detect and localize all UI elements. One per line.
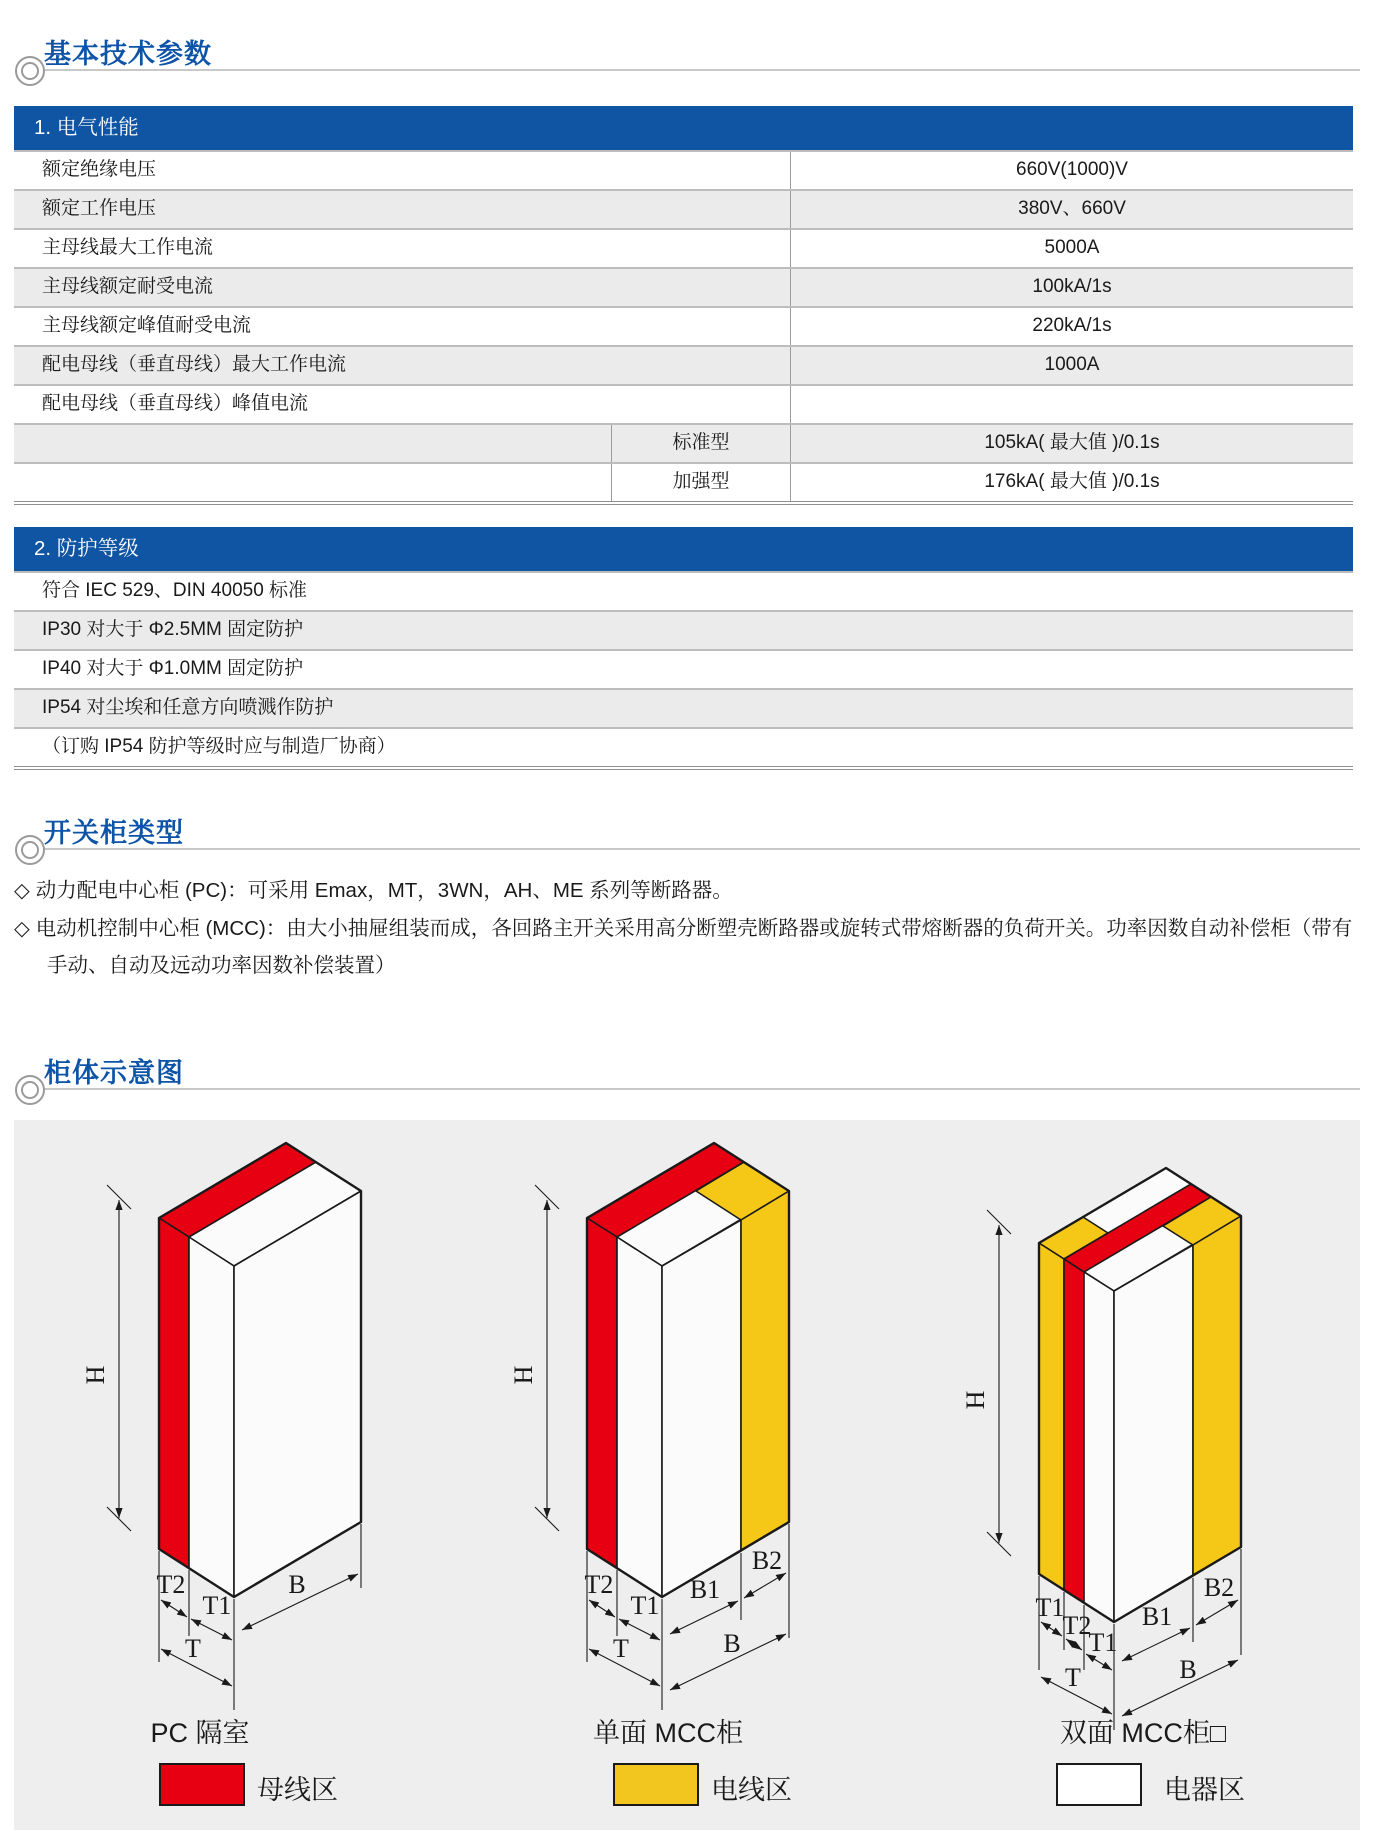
apparatus-zone-swatch [1056, 1763, 1142, 1806]
single-mcc-cabinet-diagram [448, 1130, 808, 1730]
dim-label-b2: B2 [751, 1546, 783, 1575]
table-row [14, 649, 1353, 688]
ring-decoration-icon [15, 835, 45, 865]
double-mcc-cabinet-diagram [900, 1130, 1260, 1750]
electrical-performance-table [14, 106, 1353, 505]
table-row [14, 384, 1353, 423]
row-label: IP30 对大于 Φ2.5MM 固定防护 [42, 619, 304, 640]
dim-label-b1: B1 [1141, 1602, 1173, 1631]
table-subrow-standard [14, 423, 1353, 462]
table-row [14, 727, 1353, 766]
legend-label: 母线区 [257, 1775, 338, 1805]
divider-line [43, 848, 1360, 850]
section-header-schematic [0, 1051, 1373, 1115]
paragraph-text: 动力配电中心柜 (PC)：可采用 Emax，MT，3WN，AH、ME 系列等断路器。 [35, 879, 733, 902]
table-header-protection: 2. 防护等级 [14, 527, 1353, 571]
busbar-zone-swatch [159, 1763, 245, 1806]
dim-label-h: H [961, 1390, 990, 1410]
legend-apparatus-zone [1056, 1763, 1316, 1806]
dim-label-t2: T2 [1062, 1611, 1092, 1640]
dim-label-t1: T1 [202, 1591, 232, 1620]
row-label: 主母线额定峰值耐受电流 [42, 315, 252, 336]
dim-label-t: T [613, 1634, 629, 1663]
wire-zone-swatch [613, 1763, 699, 1806]
row-label: 额定工作电压 [42, 198, 157, 219]
dim-label-b: B [1179, 1655, 1197, 1684]
cabinet-caption-single-mcc: 单面 MCC柜 [593, 1718, 743, 1748]
dim-label-t1: T1 [630, 1591, 660, 1620]
row-value: 220kA/1s [790, 308, 1353, 345]
cabinet-caption-double-mcc: 双面 MCC柜□ [1059, 1718, 1227, 1748]
legend-wire-zone [613, 1763, 873, 1806]
row-value: 660V(1000)V [790, 152, 1353, 189]
section-title: 开关柜类型 [44, 818, 184, 848]
row-label: 配电母线（垂直母线）峰值电流 [42, 393, 309, 414]
row-label: 符合 IEC 529、DIN 40050 标准 [42, 580, 308, 601]
legend-busbar-zone [159, 1763, 419, 1806]
pc-cabinet-diagram [20, 1130, 380, 1730]
table-row [14, 688, 1353, 727]
ring-decoration-icon [15, 56, 45, 86]
legend-label: 电器区 [1164, 1775, 1245, 1805]
dim-label-b: B [288, 1570, 306, 1599]
dim-label-t1-front: T1 [1088, 1628, 1118, 1657]
cabinet-caption-pc: PC 隔室 [150, 1718, 250, 1748]
empty-cell [14, 425, 611, 462]
subrow-type: 标准型 [611, 425, 790, 462]
row-label: IP54 对尘埃和任意方向喷溅作防护 [42, 697, 334, 718]
row-label: 配电母线（垂直母线）最大工作电流 [42, 354, 347, 375]
row-value: 380V、660V [790, 191, 1353, 228]
subrow-type: 加强型 [611, 464, 790, 501]
ring-decoration-icon [15, 1075, 45, 1105]
dim-label-t2: T2 [156, 1570, 186, 1599]
table-row [14, 306, 1353, 345]
row-label: 主母线最大工作电流 [42, 237, 214, 258]
list-item [14, 910, 1359, 985]
row-label: （订购 IP54 防护等级时应与制造厂协商） [42, 736, 396, 757]
section-header-cabinet-types [0, 811, 1373, 875]
table-row [14, 571, 1353, 610]
dim-label-b1: B1 [689, 1575, 721, 1604]
table-row [14, 267, 1353, 306]
divider-line [43, 1088, 1360, 1090]
diamond-bullet-icon: ◇ [14, 879, 30, 902]
section-title: 柜体示意图 [44, 1058, 184, 1088]
list-item [14, 872, 1359, 910]
row-value: 176kA( 最大值 )/0.1s [790, 464, 1353, 501]
page-title: 基本技术参数 [44, 39, 212, 69]
table-row [14, 610, 1353, 649]
table-row [14, 150, 1353, 189]
table-row [14, 189, 1353, 228]
dim-label-t2: T2 [584, 1570, 614, 1599]
table-subrow-reinforced [14, 462, 1353, 501]
cabinet-types-text [14, 872, 1359, 985]
dim-label-b: B [723, 1629, 741, 1658]
row-label: IP40 对大于 Φ1.0MM 固定防护 [42, 658, 304, 679]
divider-line [43, 69, 1360, 71]
table-header-electrical: 1. 电气性能 [14, 106, 1353, 150]
row-value: 5000A [790, 230, 1353, 267]
dim-label-h: H [509, 1365, 538, 1385]
dim-label-h: H [81, 1365, 110, 1385]
row-value: 100kA/1s [790, 269, 1353, 306]
dim-label-t: T [185, 1634, 201, 1663]
dim-label-t: T [1065, 1663, 1081, 1692]
row-label: 额定绝缘电压 [42, 159, 157, 180]
empty-cell [14, 464, 611, 501]
table-row [14, 228, 1353, 267]
paragraph-text: 电动机控制中心柜 (MCC)：由大小抽屉组装而成，各回路主开关采用高分断塑壳断路器或旋转式带熔断器的负荷开关。功率因数自动补偿柜（带有手动、自动及远动功率因数补偿装置） [35, 916, 1353, 977]
row-value [790, 386, 1353, 423]
row-value: 105kA( 最大值 )/0.1s [790, 425, 1353, 462]
legend-label: 电线区 [711, 1775, 792, 1805]
diamond-bullet-icon: ◇ [14, 916, 30, 940]
table-row [14, 345, 1353, 384]
row-value: 1000A [790, 347, 1353, 384]
protection-grade-table [14, 527, 1353, 770]
dim-label-t1-rear: T1 [1035, 1593, 1065, 1622]
section-header-basic-params [0, 32, 1373, 96]
row-label: 主母线额定耐受电流 [42, 276, 214, 297]
dim-label-b2: B2 [1203, 1573, 1235, 1602]
